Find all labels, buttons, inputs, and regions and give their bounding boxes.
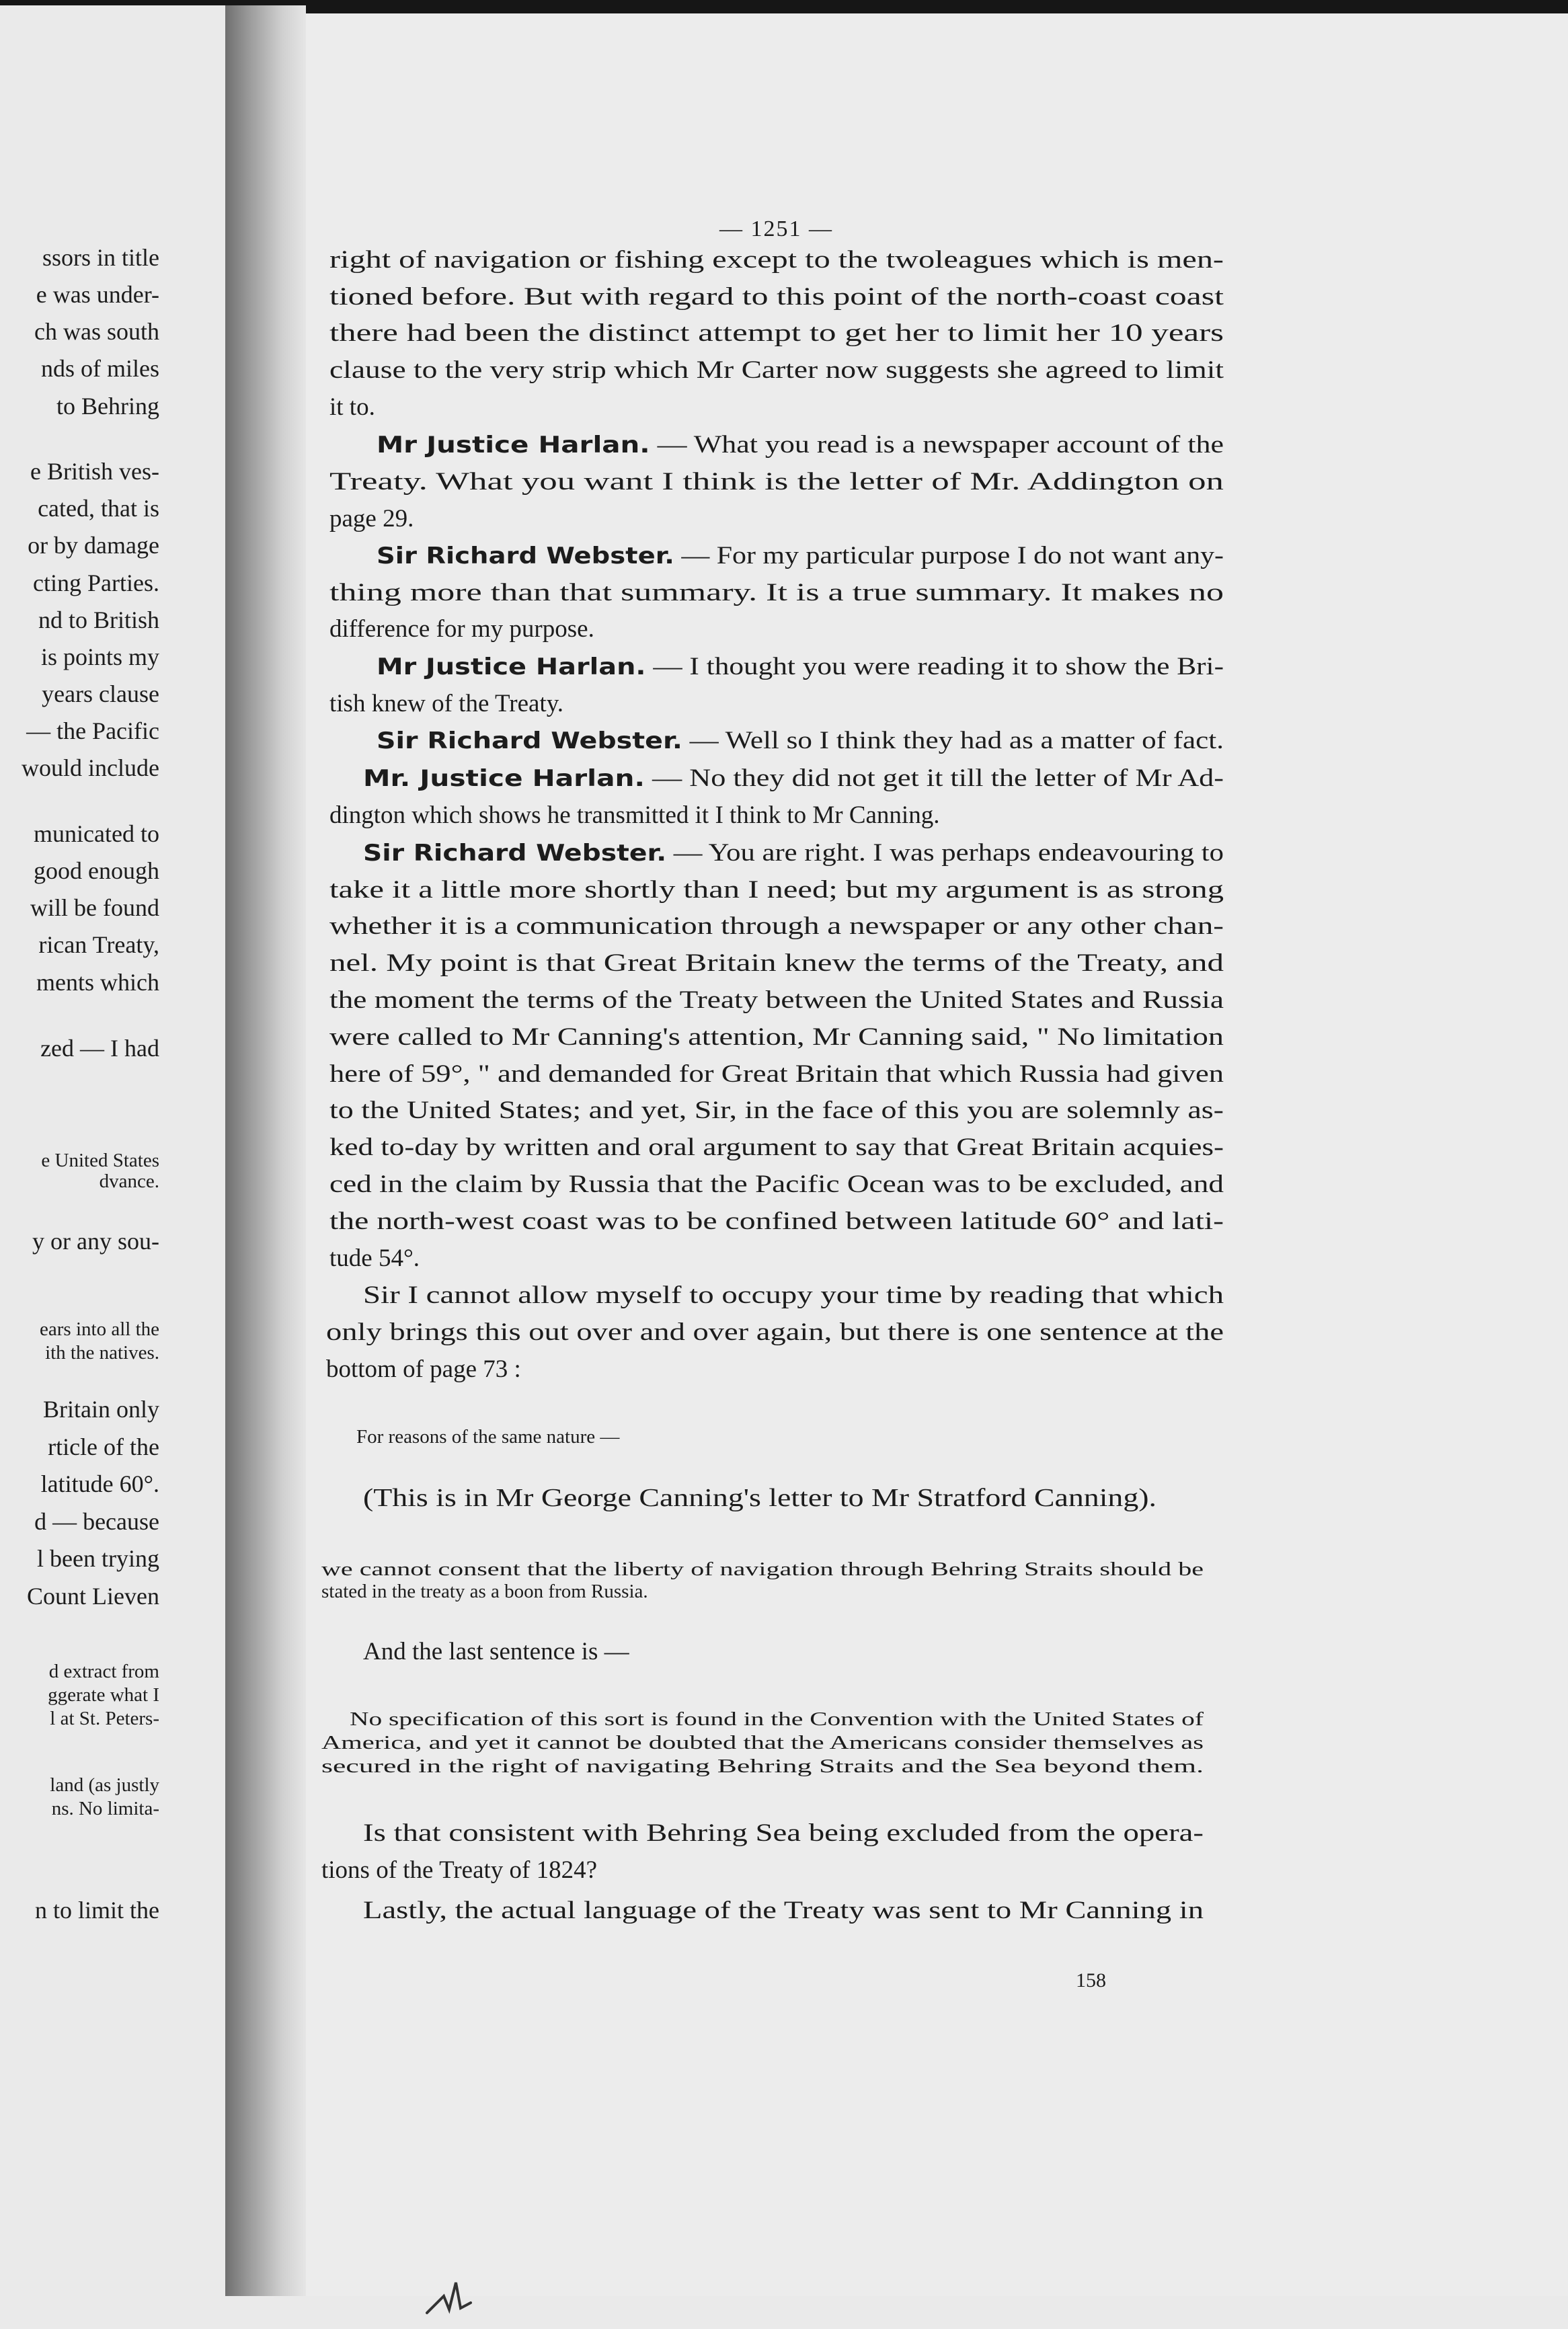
facing-page-line: dvance. [99,1171,159,1192]
text-line [329,319,1224,348]
facing-page-line: ears into all the [40,1318,159,1340]
facing-page-line: would include [22,754,159,781]
facing-page-line: nd to British [38,606,159,633]
text-run: Treaty. What you want I think is the letter of Mr. Addington on [329,467,1224,496]
text-line [329,578,1224,607]
text-run: No specification of this sort is found in the Convention with the United States of [350,1708,1204,1731]
text-run: take it a little more shortly than I need; but my argument is as strong [329,875,1224,904]
facing-page-line: y or any sou- [32,1228,159,1255]
facing-page-line: Britain only [43,1396,159,1423]
text-run: thing more than that summary. It is a true summary. It makes no [329,578,1224,606]
facing-page-line: rticle of the [48,1433,159,1460]
facing-page-line: l been trying [37,1545,159,1572]
text-line [329,615,594,643]
text-line [329,504,414,533]
text-line [329,1096,1224,1125]
text-line [363,764,1224,793]
facing-page-line: Count Lieven [27,1583,159,1610]
page-header: — 1251 — [719,216,833,241]
facing-page-line: municated to [34,820,159,847]
text-line [329,245,1224,274]
text-line [329,1170,1224,1199]
facing-page-line: or by damage [28,532,159,559]
text-line [377,430,1224,459]
text-run: right of navigation or fishing except to the twoleagues which is men- [329,245,1224,274]
text-run: we cannot consent that the liberty of navigation through Behring Straits should be [321,1558,1204,1581]
facing-page-line: is points my [40,643,159,670]
text-run: Lastly, the actual language of the Treaty was sent to Mr Canning in [363,1896,1204,1924]
text-run: whether it is a communication through a newspaper or any other chan- [329,912,1224,940]
facing-page-line: ch was south [34,318,159,345]
text-run: Sir I cannot allow myself to occupy your time by reading that which [363,1281,1224,1309]
text-line [363,1483,1157,1513]
facing-page-line: e United States [41,1150,159,1171]
speaker-name: Sir Richard Webster. [363,839,667,867]
text-run: tioned before. But with regard to this point of the north-coast coast [329,282,1224,311]
facing-page-line: latitude 60°. [40,1470,159,1497]
text-run: ked to-day by written and oral argument to say that Great Britain acquies- [329,1133,1224,1161]
page-bottom-edge [0,2296,1568,2329]
text-line [326,1318,1224,1347]
text-run: secured in the right of navigating Behring Straits and the Sea beyond them. [321,1755,1204,1778]
facing-page-line: n to limit the [35,1897,159,1924]
text-line [321,1755,1204,1778]
text-run: For reasons of the same nature — [356,1426,620,1448]
text-line [363,1637,629,1666]
facing-page-line: will be found [30,894,159,921]
text-line [329,1207,1224,1236]
facing-page-line: e was under- [36,281,159,308]
speaker-name: Mr. Justice Harlan. [363,764,645,792]
text-line [321,1558,1204,1581]
text-run: — For my particular purpose I do not want any- [674,541,1224,569]
facing-page-line: good enough [34,857,159,884]
facing-page-line: rican Treaty, [38,931,159,958]
text-line [329,875,1224,904]
text-line [321,1581,648,1603]
text-run: Is that consistent with Behring Sea being excluded from the opera- [363,1819,1204,1847]
text-run: were called to Mr Canning's attention, Mr Canning said, " No limitation [329,1023,1224,1051]
text-line [329,986,1224,1015]
facing-page-line: d extract from [48,1661,159,1682]
facing-page-line: nds of miles [41,355,159,382]
text-run: dington which shows he transmitted it I think to Mr Canning. [329,801,940,829]
facing-page-line: zed — I had [40,1035,159,1062]
text-line [326,1355,521,1384]
speaker-name: Mr Justice Harlan. [377,653,646,680]
speaker-name: Sir Richard Webster. [377,727,682,754]
text-run: here of 59°, " and demanded for Great Britain that which Russia had given [329,1060,1224,1088]
facing-page-line: ssors in title [42,244,159,271]
text-line [377,726,1224,755]
text-line [329,393,375,422]
facing-page-line: d — because [34,1508,159,1535]
hand-mark-icon [424,2276,504,2316]
text-line [329,801,939,830]
facing-page-line: e British ves- [30,458,159,485]
text-line [329,467,1224,496]
text-run: bottom of page 73 : [326,1355,521,1383]
text-line [321,1856,597,1885]
facing-page-line: ith the natives. [45,1342,159,1364]
text-line [377,541,1224,570]
text-line [329,1023,1224,1052]
text-line [329,689,563,718]
text-line [329,1060,1224,1089]
text-run: — You are right. I was perhaps endeavouring to [666,838,1224,867]
text-line [329,1244,420,1273]
text-run: tude 54°. [329,1244,420,1272]
facing-page-line: to Behring [56,393,159,420]
facing-page-line: cting Parties. [33,569,159,596]
text-line [329,356,1224,385]
text-run: tions of the Treaty of 1824? [321,1856,598,1884]
facing-page [0,5,232,2329]
text-run: ced in the claim by Russia that the Pacific Ocean was to be excluded, and [329,1170,1224,1198]
text-run: tish knew of the Treaty. [329,689,564,717]
speaker-name: Mr Justice Harlan. [377,431,650,459]
text-run: — Well so I think they had as a matter of fact. [682,726,1224,754]
text-run: And the last sentence is — [363,1637,629,1665]
text-run: — I thought you were reading it to show the Bri- [645,652,1224,680]
folio-number: 158 [1076,1969,1106,1991]
text-run: America, and yet it cannot be doubted that the Americans consider themselves as [321,1732,1204,1754]
text-run: (This is in Mr George Canning's letter to Mr Stratford Canning). [363,1483,1157,1512]
text-line [350,1708,1204,1731]
text-line [363,1819,1204,1848]
text-run: to the United States; and yet, Sir, in the face of this you are solemnly as- [329,1096,1224,1124]
facing-page-line: l at St. Peters- [50,1708,159,1729]
text-line [329,1133,1224,1162]
facing-page-line: cated, that is [38,495,159,522]
text-run: page 29. [329,504,414,532]
text-run: the moment the terms of the Treaty between the United States and Russia [329,986,1224,1014]
text-line [363,1896,1204,1925]
facing-page-line: years clause [42,680,159,707]
text-line [329,912,1224,941]
text-line [363,838,1224,867]
facing-page-line: — the Pacific [26,717,159,744]
text-run: stated in the treaty as a boon from Russia. [321,1581,648,1603]
text-line [329,949,1224,978]
text-run: only brings this out over and over again, but there is one sentence at the [326,1318,1224,1346]
facing-page-line: land (as justly [50,1774,159,1796]
text-line [377,652,1224,681]
book-gutter [225,5,306,2329]
facing-page-line: ments which [36,969,159,996]
text-run: it to. [329,393,375,421]
text-line [356,1426,619,1448]
text-line [329,282,1224,311]
facing-page-line: ns. No limita- [51,1798,159,1819]
text-line [363,1281,1224,1310]
text-run: clause to the very strip which Mr Carter now suggests she agreed to limit [329,356,1224,384]
speaker-name: Sir Richard Webster. [377,542,674,569]
text-run: the north-west coast was to be confined between latitude 60° and lati- [329,1207,1224,1235]
text-run: there had been the distinct attempt to get her to limit her 10 years [329,319,1224,347]
facing-page-line: ggerate what I [48,1684,159,1706]
text-run: difference for my purpose. [329,615,594,643]
text-run: nel. My point is that Great Britain knew the terms of the Treaty, and [329,949,1224,977]
text-line [321,1732,1204,1754]
text-run: — What you read is a newspaper account of the [650,430,1224,459]
text-run: — No they did not get it till the letter of Mr Ad- [644,764,1224,792]
